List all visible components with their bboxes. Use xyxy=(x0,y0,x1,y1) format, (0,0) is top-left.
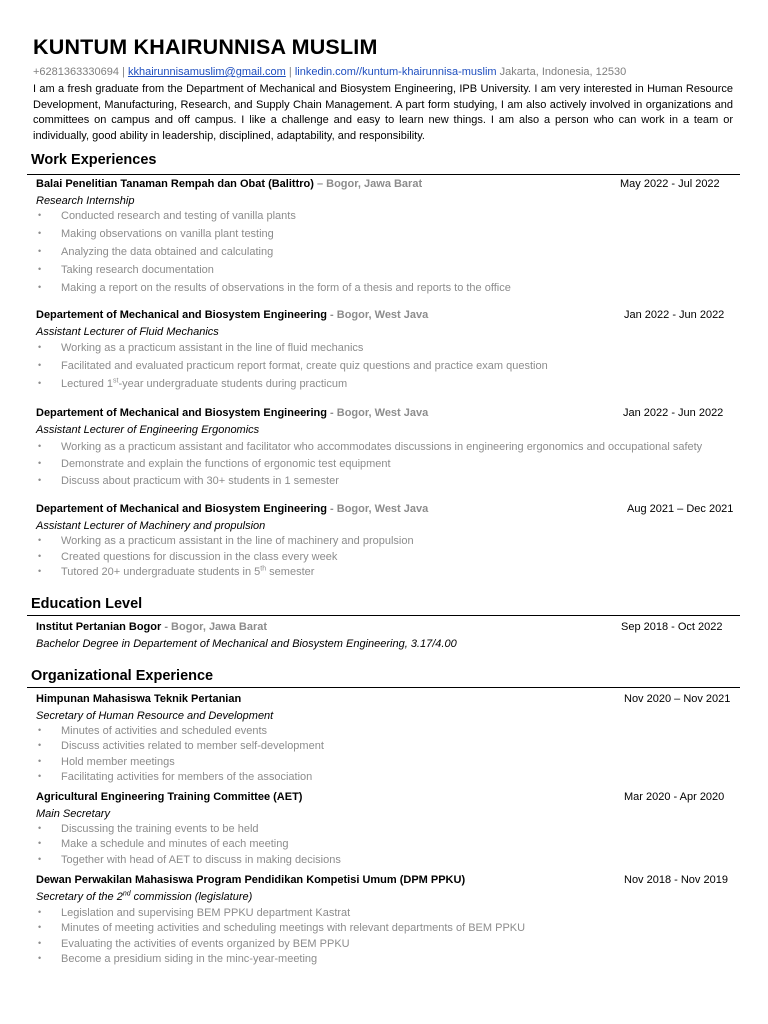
section-title-education: Education Level xyxy=(31,596,143,612)
date-range: Jan 2022 - Jun 2022 xyxy=(623,407,724,419)
work-entry-title xyxy=(36,407,428,419)
list-item: • Discussing the training events to be held xyxy=(36,823,341,838)
list-item: • Working as a practicum assistant in the line of machinery and propulsion xyxy=(36,535,414,551)
location-text: Jakarta, Indonesia, 12530 xyxy=(496,66,627,78)
organization-name: Balai Penelitian Tanaman Rempah dan Obat (Balittro) xyxy=(36,178,314,190)
list-item: • Working as a practicum assistant and facilitator who accommodates discussions in engineering ergonomics and occupational safety xyxy=(36,441,702,458)
role-title: Assistant Lecturer of Machinery and propulsion xyxy=(36,520,266,532)
date-range: Nov 2018 - Nov 2019 xyxy=(624,874,728,886)
role-text: commission (legislature) xyxy=(130,891,253,903)
list-item: • Make a schedule and minutes of each meeting xyxy=(36,838,341,853)
work-entry-title xyxy=(36,503,428,515)
list-item: • Analyzing the data obtained and calculating xyxy=(36,246,511,264)
bullet-text: -year undergraduate students during practicum xyxy=(118,378,348,390)
duty-list xyxy=(36,823,341,869)
list-item: • Demonstrate and explain the functions of ergonomic test equipment xyxy=(36,458,702,475)
ordinal-suffix: st xyxy=(112,377,119,385)
ordinal-suffix: th xyxy=(260,565,267,573)
date-range: May 2022 - Jul 2022 xyxy=(620,178,720,190)
role-title: Assistant Lecturer of Engineering Ergonomics xyxy=(36,424,260,436)
list-item: • Minutes of meeting activities and scheduling meetings with relevant departments of BEM PPKU xyxy=(36,922,525,937)
organization-name: Dewan Perwakilan Mahasiswa Program Pendidikan Kompetisi Umum (DPM PPKU) xyxy=(36,874,466,886)
separator: | xyxy=(285,66,295,78)
duty-list xyxy=(36,210,511,300)
list-item: • Working as a practicum assistant in the line of fluid mechanics xyxy=(36,342,548,360)
date-range: Nov 2020 – Nov 2021 xyxy=(624,693,731,705)
list-item: • Making observations on vanilla plant testing xyxy=(36,228,511,246)
organization-name: Departement of Mechanical and Biosystem Engineering xyxy=(36,309,327,321)
list-item: • Discuss activities related to member self-development xyxy=(36,740,324,755)
list-item: • Minutes of activities and scheduled events xyxy=(36,725,324,740)
list-item: • Legislation and supervising BEM PPKU department Kastrat xyxy=(36,907,525,922)
list-item xyxy=(36,566,414,582)
list-item: • Become a presidium siding in the minc-year-meeting xyxy=(36,953,525,968)
organization-name: Departement of Mechanical and Biosystem Engineering xyxy=(36,407,327,419)
role-title xyxy=(36,891,252,903)
organization-entry-title xyxy=(36,791,302,803)
list-item: • Created questions for discussion in the class every week xyxy=(36,551,414,567)
list-item: • Facilitating activities for members of the association xyxy=(36,771,324,786)
linkedin-link[interactable]: linkedin.com//kuntum-khairunnisa-muslim xyxy=(294,66,497,78)
role-text: Secretary of the 2 xyxy=(36,891,123,903)
organization-name: Himpunan Mahasiswa Teknik Pertanian xyxy=(36,693,242,705)
email-link[interactable]: kkhairunnisamuslim@gmail.com xyxy=(127,66,286,78)
list-item: • Hold member meetings xyxy=(36,756,324,771)
phone-number: +6281363330694 xyxy=(33,66,119,78)
organization-name: Departement of Mechanical and Biosystem Engineering xyxy=(36,503,327,515)
list-item: • Facilitated and evaluated practicum report format, create quiz questions and practice exam question xyxy=(36,360,548,378)
date-range: Sep 2018 - Oct 2022 xyxy=(621,621,723,633)
list-item: • Together with head of AET to discuss in making decisions xyxy=(36,854,341,869)
list-item: • Discuss about practicum with 30+ students in 1 semester xyxy=(36,475,702,492)
duty-list xyxy=(36,535,414,582)
list-item xyxy=(36,378,548,396)
organization-name: Agricultural Engineering Training Committee (AET) xyxy=(36,791,303,803)
ordinal-suffix: nd xyxy=(122,890,131,898)
separator: | xyxy=(118,66,128,78)
list-item: • Making a report on the results of observations in the form of a thesis and reports to the office xyxy=(36,282,511,300)
date-range: Jan 2022 - Jun 2022 xyxy=(624,309,725,321)
profile-summary: I am a fresh graduate from the Department of Mechanical and Biosystem Engineering, IPB University. I am very interested in Human Resource Development, Manufacturing, Research, and Supply Chain Management. A part form studying, I am also actively involved in organizations and committees on campus and off campus. I like a challenge and easy to learn new things. I am also a person who can work in a team or individually, good ability in leadership, disciplined, adaptability, and responsibility. xyxy=(33,83,733,142)
location-text: - Bogor, West Java xyxy=(326,309,429,321)
duty-list xyxy=(36,907,525,968)
degree-title: Bachelor Degree in Departement of Mechanical and Biosystem Engineering, 3.17/4.00 xyxy=(36,638,457,650)
list-item: • Taking research documentation xyxy=(36,264,511,282)
location-text: – Bogor, Jawa Barat xyxy=(313,178,423,190)
organization-entry-title xyxy=(36,693,241,705)
candidate-name: KUNTUM KHAIRUNNISA MUSLIM xyxy=(33,35,378,59)
bullet-text: Lectured 1 xyxy=(61,378,113,390)
section-divider xyxy=(27,687,740,688)
section-divider xyxy=(27,615,740,616)
role-title: Assistant Lecturer of Fluid Mechanics xyxy=(36,326,219,338)
duty-list xyxy=(36,441,702,492)
section-title-organization: Organizational Experience xyxy=(31,668,214,684)
location-text: - Bogor, Jawa Barat xyxy=(161,621,268,633)
work-entry-title xyxy=(36,178,422,190)
contact-line xyxy=(33,66,626,78)
institution-name: Institut Pertanian Bogor xyxy=(36,621,162,633)
duty-list xyxy=(36,342,548,396)
role-title: Secretary of Human Resource and Development xyxy=(36,710,274,722)
section-divider xyxy=(27,174,740,175)
work-entry-title xyxy=(36,309,428,321)
role-title: Main Secretary xyxy=(36,808,110,820)
role-title: Research Internship xyxy=(36,195,135,207)
location-text: - Bogor, West Java xyxy=(326,503,429,515)
education-entry-title xyxy=(36,621,267,633)
organization-entry-title xyxy=(36,874,465,886)
list-item: • Conducted research and testing of vanilla plants xyxy=(36,210,511,228)
date-range: Aug 2021 – Dec 2021 xyxy=(627,503,734,515)
list-item: • Evaluating the activities of events organized by BEM PPKU xyxy=(36,938,525,953)
date-range: Mar 2020 - Apr 2020 xyxy=(624,791,725,803)
duty-list xyxy=(36,725,324,786)
section-title-work: Work Experiences xyxy=(31,152,157,168)
bullet-text: Tutored 20+ undergraduate students in 5 xyxy=(61,566,261,578)
bullet-text: semester xyxy=(266,566,315,578)
location-text: - Bogor, West Java xyxy=(326,407,429,419)
